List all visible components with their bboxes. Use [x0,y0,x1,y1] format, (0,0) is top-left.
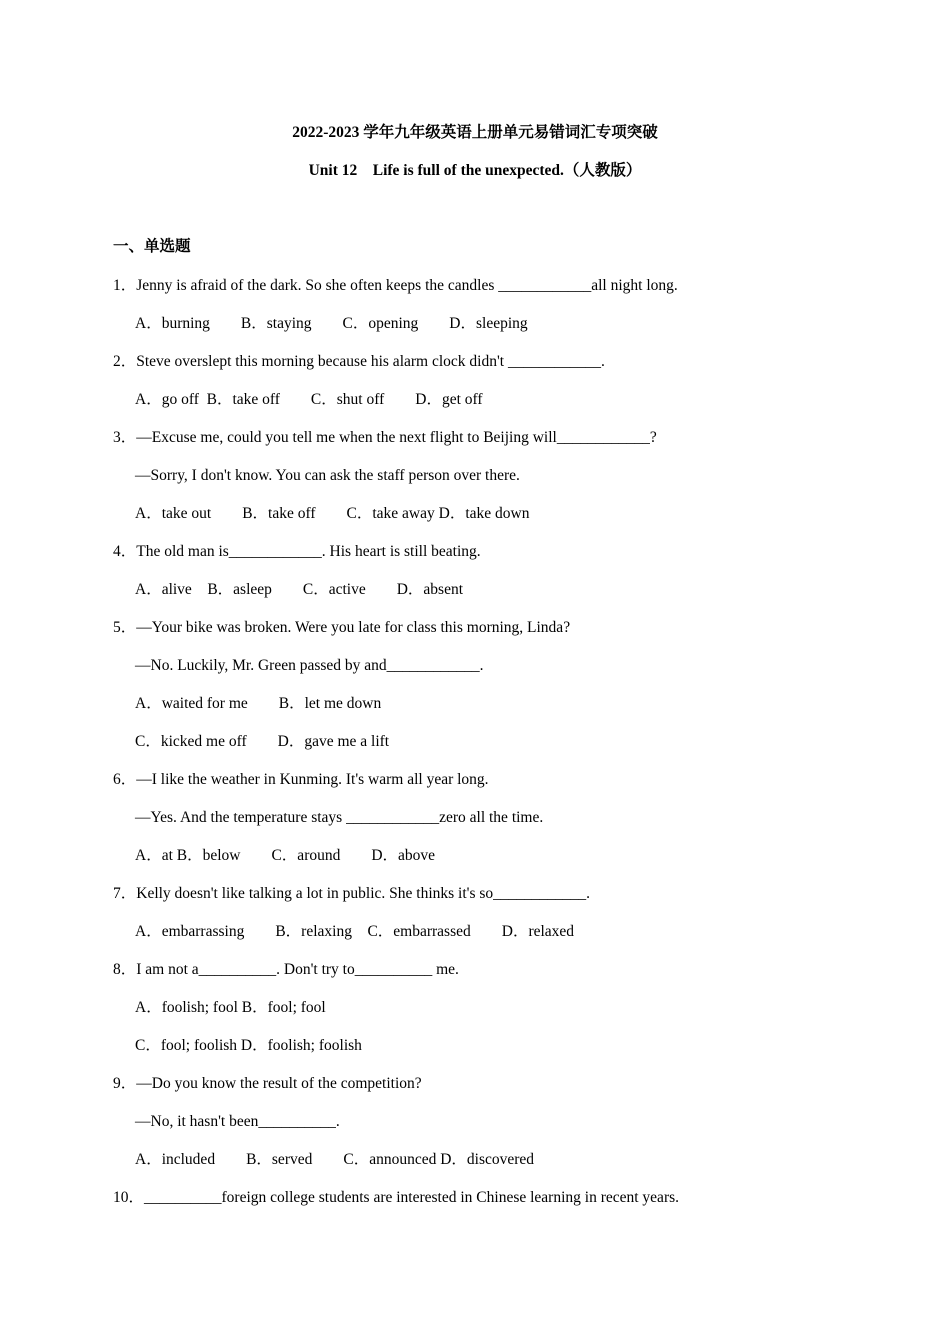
answer-options: A．waited for me B．let me down [135,695,382,712]
answer-options: A．go off B．take off C．shut off D．get off [135,391,483,408]
document-subtitle: Unit 12 Life is full of the unexpected.（人教版） [308,162,642,179]
dialog-line: —Yes. And the temperature stays ____________zero all the time. [135,809,544,826]
question-stem: 6．—I like the weather in Kunming. It's warm all year long. [113,771,489,788]
answer-options: C．fool; foolish D．foolish; foolish [135,1037,362,1054]
dialog-line: —Sorry, I don't know. You can ask the staff person over there. [135,467,520,484]
question-stem: 3．—Excuse me, could you tell me when the next flight to Beijing will____________? [113,429,657,446]
answer-options: A．embarrassing B．relaxing C．embarrassed D．relaxed [135,923,575,940]
question-stem: 8．I am not a__________. Don't try to__________ me. [113,961,459,978]
question-stem: 4．The old man is____________. His heart is still beating. [113,543,481,560]
answer-options: A．included B．served C．announced D．discovered [135,1151,535,1168]
question-stem: 2．Steve overslept this morning because his alarm clock didn't ____________. [113,353,605,370]
question-stem: 10．__________foreign college students are interested in Chinese learning in recent years. [113,1189,680,1206]
question-stem: 5．—Your bike was broken. Were you late for class this morning, Linda? [113,619,571,636]
answer-options: A．burning B．staying C．opening D．sleeping [135,315,528,332]
question-stem: 1．Jenny is afraid of the dark. So she often keeps the candles ____________all night long. [113,277,678,294]
section-heading: 一、单选题 [113,238,191,255]
document-title: 2022-2023 学年九年级英语上册单元易错词汇专项突破 [292,124,658,141]
answer-options: A．at B．below C．around D．above [135,847,436,864]
dialog-line: —No. Luckily, Mr. Green passed by and____________. [135,657,484,674]
dialog-line: —No, it hasn't been__________. [135,1113,340,1130]
question-stem: 7．Kelly doesn't like talking a lot in public. She thinks it's so____________. [113,885,591,902]
answer-options: A．take out B．take off C．take away D．take down [135,505,530,522]
answer-options: A．foolish; fool B．fool; fool [135,999,326,1016]
answer-options: C．kicked me off D．gave me a lift [135,733,390,750]
answer-options: A．alive B．asleep C．active D．absent [135,581,464,598]
question-stem: 9．—Do you know the result of the competition? [113,1075,422,1092]
